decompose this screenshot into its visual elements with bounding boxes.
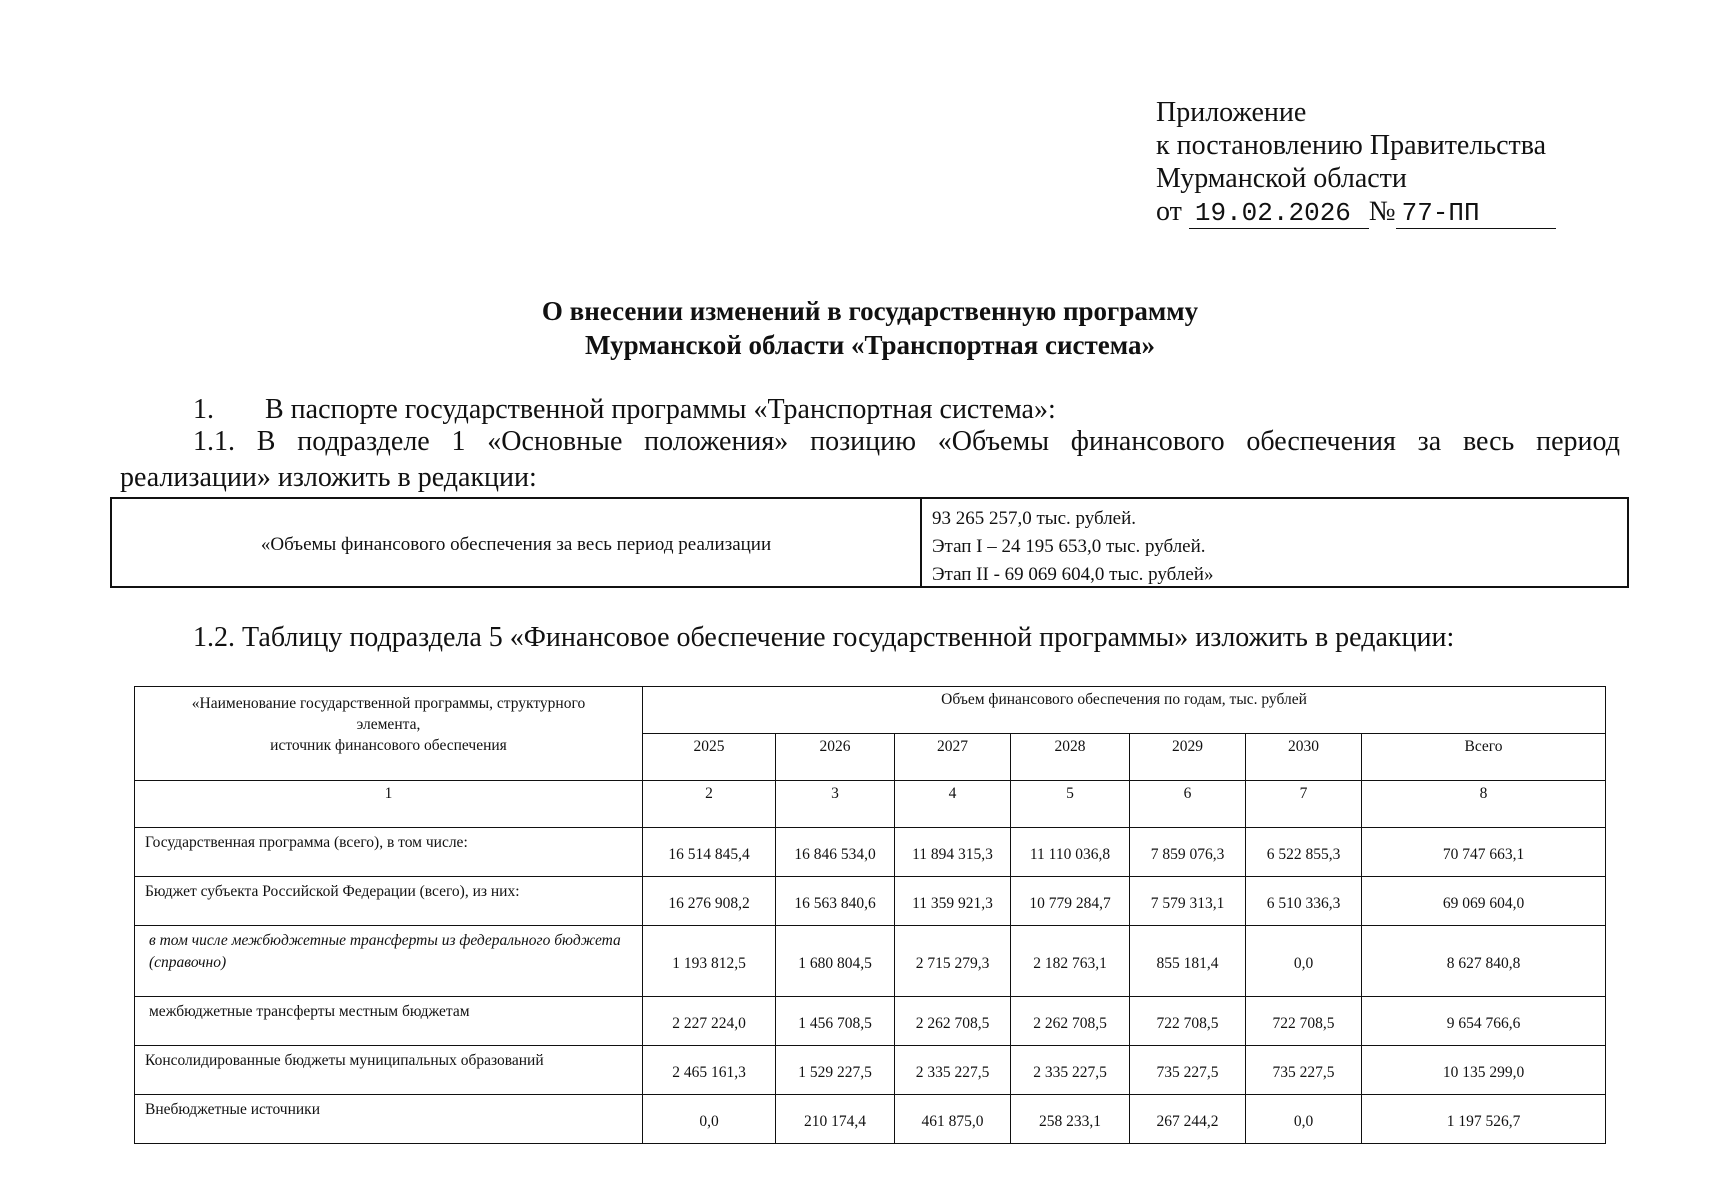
cell-total: 8 627 840,8 [1362,926,1606,997]
cell-value: 461 875,0 [895,1095,1011,1144]
table-row [135,926,1606,997]
passport-position-value [922,499,1627,586]
header-name-text: «Наименование государственной программы, структурного элемента, источник финансового обеспечения [191,695,586,754]
cell-total: 10 135 299,0 [1362,1046,1606,1095]
annex-line-2: к постановлению Правительства [1156,130,1547,161]
cell-value: 722 708,5 [1246,997,1362,1046]
header-name-cell [135,687,643,781]
passport-table [110,497,1629,588]
title-line-1: О внесении изменений в государственную программу [541,296,1199,326]
cell-value: 2 715 279,3 [895,926,1011,997]
cell-value: 16 514 845,4 [643,828,776,877]
cell-value: 16 563 840,6 [776,877,895,926]
table-row [135,1046,1606,1095]
header-year: 2027 [895,734,1011,781]
header-total: Всего [1362,734,1606,781]
cell-value: 0,0 [643,1095,776,1144]
cell-value: 722 708,5 [1130,997,1246,1046]
cell-value: 735 227,5 [1130,1046,1246,1095]
p11-word: В [256,426,276,457]
cell-value: 11 359 921,3 [895,877,1011,926]
cell-value: 2 262 708,5 [895,997,1011,1046]
p11-word: положения» [644,426,789,457]
column-index: 2 [643,781,776,828]
cell-value: 258 233,1 [1011,1095,1130,1144]
cell-value: 2 335 227,5 [895,1046,1011,1095]
resolution-number: 77-ПП [1396,198,1556,229]
column-index: 6 [1130,781,1246,828]
cell-value: 2 262 708,5 [1011,997,1130,1046]
column-index: 8 [1362,781,1606,828]
column-index: 3 [776,781,895,828]
cell-value: 16 846 534,0 [776,828,895,877]
column-index: 5 [1011,781,1130,828]
table-row [135,877,1606,926]
cell-value: 1 680 804,5 [776,926,895,997]
cell-value: 210 174,4 [776,1095,895,1144]
row-label: Внебюджетные источники [135,1095,643,1144]
row-label: в том числе межбюджетные трансферты из федерального бюджета (справочно) [135,926,643,997]
cell-value: 267 244,2 [1130,1095,1246,1144]
paragraph-1-1-line-1 [120,424,1620,460]
cell-value: 11 110 036,8 [1011,828,1130,877]
paragraph-1-2: 1.2. Таблицу подраздела 5 «Финансовое обеспечение государственной программы» изложить в редакции: [193,622,1455,653]
annex-line-3: Мурманской области [1156,163,1407,194]
p11-word: 1 [451,426,466,457]
header-year: 2028 [1011,734,1130,781]
cell-value: 2 182 763,1 [1011,926,1130,997]
row-label: Консолидированные бюджеты муниципальных образований [135,1046,643,1095]
finance-table [134,686,1606,1144]
cell-value: 735 227,5 [1246,1046,1362,1095]
table-row [135,1095,1606,1144]
passport-position-label: «Объемы финансового обеспечения за весь период реализации [112,499,922,586]
paragraph-1 [193,392,1056,428]
paragraph-1-number: 1. [193,394,214,425]
p11-word: «Объемы [937,426,1050,457]
p11-word: финансового [1070,426,1225,457]
document-title [0,294,1722,362]
date-prefix: от [1156,196,1182,227]
cell-total: 9 654 766,6 [1362,997,1606,1046]
passport-value-line: 93 265 257,0 тыс. рублей. [932,508,1137,529]
header-year: 2025 [643,734,776,781]
cell-value: 7 859 076,3 [1130,828,1246,877]
p11-word: «Основные [487,426,623,457]
cell-value: 855 181,4 [1130,926,1246,997]
p11-word: весь [1462,426,1515,457]
row-label: межбюджетные трансферты местным бюджетам [135,997,643,1046]
cell-total: 1 197 526,7 [1362,1095,1606,1144]
cell-value: 2 227 224,0 [643,997,776,1046]
title-line-2: Мурманской области «Транспортная система» [585,330,1155,360]
cell-value: 2 335 227,5 [1011,1046,1130,1095]
p11-word: позицию [810,426,917,457]
column-index: 1 [135,781,643,828]
cell-value: 10 779 284,7 [1011,877,1130,926]
cell-value: 0,0 [1246,926,1362,997]
column-index: 7 [1246,781,1362,828]
passport-value-line: Этап I – 24 195 653,0 тыс. рублей. [932,536,1206,557]
p11-word: период [1536,426,1620,457]
header-volume-cell: Объем финансового обеспечения по годам, тыс. рублей [643,687,1606,734]
annex-date-line [1156,195,1556,229]
cell-value: 2 465 161,3 [643,1046,776,1095]
row-label: Бюджет субъекта Российской Федерации (всего), из них: [135,877,643,926]
paragraph-1-1-line-2: реализации» изложить в редакции: [120,462,537,493]
annex-header [1156,96,1556,229]
cell-value: 0,0 [1246,1095,1362,1144]
cell-total: 70 747 663,1 [1362,828,1606,877]
passport-value-line: Этап II - 69 069 604,0 тыс. рублей» [932,564,1214,585]
cell-value: 16 276 908,2 [643,877,776,926]
p11-word: 1.1. [193,426,235,457]
row-label: Государственная программа (всего), в том числе: [135,828,643,877]
cell-value: 1 193 812,5 [643,926,776,997]
header-year: 2030 [1246,734,1362,781]
cell-value: 1 456 708,5 [776,997,895,1046]
annex-line-1: Приложение [1156,97,1307,128]
number-prefix: № [1368,196,1396,227]
resolution-date: 19.02.2026 [1189,198,1369,229]
column-index: 4 [895,781,1011,828]
table-row [135,828,1606,877]
header-year: 2029 [1130,734,1246,781]
cell-value: 7 579 313,1 [1130,877,1246,926]
p11-word: обеспечения [1246,426,1396,457]
paragraph-1-1 [120,424,1620,496]
cell-value: 6 522 855,3 [1246,828,1362,877]
paragraph-1-text: В паспорте государственной программы «Транспортная система»: [265,394,1056,425]
cell-value: 11 894 315,3 [895,828,1011,877]
cell-value: 6 510 336,3 [1246,877,1362,926]
cell-total: 69 069 604,0 [1362,877,1606,926]
p11-word: подразделе [297,426,430,457]
p11-word: за [1417,426,1442,457]
column-index-row [135,781,1606,828]
table-row [135,997,1606,1046]
header-year: 2026 [776,734,895,781]
cell-value: 1 529 227,5 [776,1046,895,1095]
